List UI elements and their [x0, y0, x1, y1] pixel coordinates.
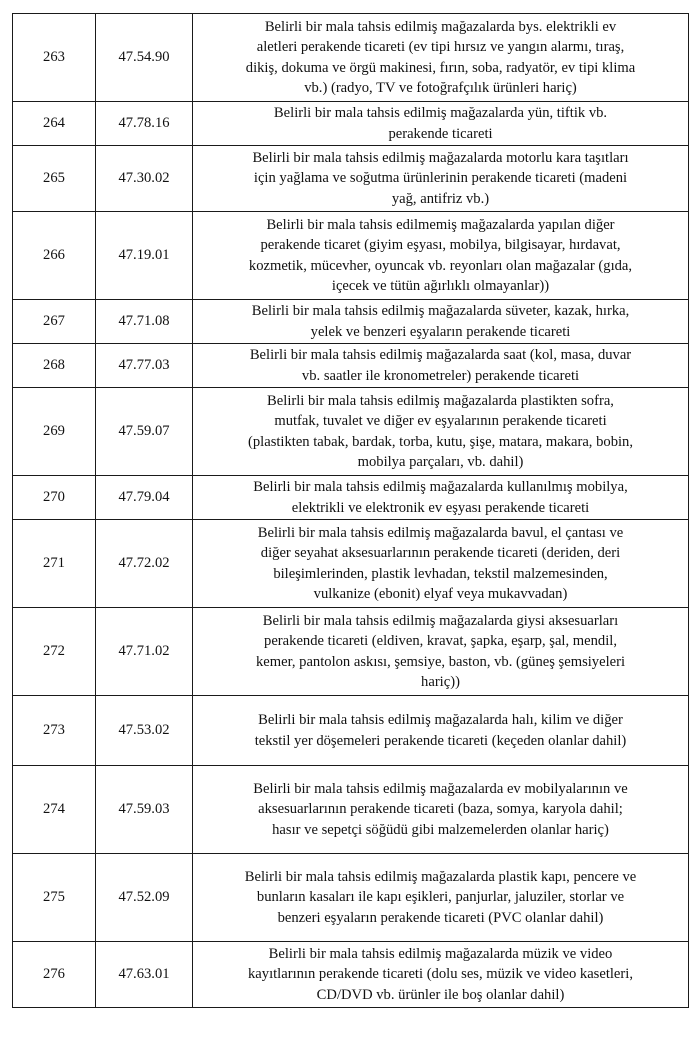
row-number: 272 — [13, 608, 96, 696]
activity-code: 47.19.01 — [96, 212, 193, 300]
activity-description — [193, 102, 689, 146]
activity-description — [193, 766, 689, 854]
activity-code: 47.71.02 — [96, 608, 193, 696]
description-line: vb. saatler ile kronometreler) perakende ticareti — [301, 367, 580, 384]
description-line: elektrikli ve elektronik ev eşyası perakende ticareti — [291, 499, 590, 516]
table-row — [13, 608, 689, 696]
description-line: kemer, pantolon askısı, şemsiye, baston, vb. (güneş şemsiyeleri — [255, 653, 626, 670]
activity-code: 47.77.03 — [96, 344, 193, 388]
description-line: bileşimlerinden, plastik levhadan, tekstil malzemesinden, — [273, 565, 608, 582]
activity-description — [193, 854, 689, 942]
row-number: 271 — [13, 520, 96, 608]
description-line: Belirli bir mala tahsis edilmiş mağazalarda halı, kilim ve diğer — [258, 712, 623, 728]
activity-code: 47.63.01 — [96, 942, 193, 1008]
activity-description — [193, 520, 689, 608]
description-line: yelek ve benzeri eşyaların perakende ticareti — [310, 323, 571, 340]
description-line: Belirli bir mala tahsis edilmiş mağazalarda giysi aksesuarları — [262, 612, 619, 629]
activity-code: 47.78.16 — [96, 102, 193, 146]
description-line: için yağlama ve soğutma ürünlerinin perakende ticareti (madeni — [253, 170, 628, 187]
activity-description — [193, 476, 689, 520]
description-line: vulkanize (ebonit) elyaf veya mukavvadan) — [313, 586, 568, 602]
activity-description — [193, 942, 689, 1008]
description-line: Belirli bir mala tahsis edilmiş mağazalarda plastik kapı, pencere ve — [244, 868, 637, 885]
table-row — [13, 766, 689, 854]
description-line: Belirli bir mala tahsis edilmiş mağazalarda kullanılmış mobilya, — [253, 479, 628, 495]
activity-description — [193, 696, 689, 766]
table-row — [13, 476, 689, 520]
activity-description — [193, 608, 689, 696]
description-line: vb.) (radyo, TV ve fotoğrafçılık ürünleri hariç) — [304, 80, 577, 96]
activity-description — [193, 14, 689, 102]
row-number: 266 — [13, 212, 96, 300]
activity-code: 47.30.02 — [96, 146, 193, 212]
row-number: 267 — [13, 300, 96, 344]
table-row — [13, 14, 689, 102]
table-row — [13, 696, 689, 766]
description-line: Belirli bir mala tahsis edilmiş mağazalarda ev mobilyalarının ve — [253, 780, 628, 797]
description-line: Belirli bir mala tahsis edilmiş mağazalarda motorlu kara taşıtları — [252, 149, 629, 166]
description-line: aletleri perakende ticareti (ev tipi hırsız ve yangın alarmı, tıraş, — [256, 39, 625, 55]
description-line: dikiş, dokuma ve örgü makinesi, fırın, soba, radyatör, ev tipi klima — [245, 59, 636, 76]
description-line: perakende ticareti (eldiven, kravat, şapka, eşarp, şal, mendil, — [264, 633, 617, 649]
activity-code: 47.54.90 — [96, 14, 193, 102]
table-row — [13, 854, 689, 942]
activity-description — [193, 388, 689, 476]
description-line: aksesuarlarının perakende ticareti (baza, somya, karyola dahil; — [258, 801, 623, 818]
table-row — [13, 388, 689, 476]
description-line: Belirli bir mala tahsis edilmiş mağazalarda yün, tiftik vb. — [273, 105, 608, 121]
activity-code-table — [12, 13, 689, 1008]
row-number: 263 — [13, 14, 96, 102]
description-line: diğer seyahat aksesuarlarının perakende ticareti (deriden, deri — [260, 545, 621, 561]
row-number: 275 — [13, 854, 96, 942]
activity-code: 47.59.07 — [96, 388, 193, 476]
description-line: Belirli bir mala tahsis edilmiş mağazalarda plastikten sofra, — [267, 392, 614, 409]
description-line: tekstil yer döşemeleri perakende ticareti (keçeden olanlar dahil) — [254, 732, 627, 749]
activity-code: 47.72.02 — [96, 520, 193, 608]
table-row — [13, 146, 689, 212]
table-row — [13, 300, 689, 344]
description-line: Belirli bir mala tahsis edilmiş mağazalarda saat (kol, masa, duvar — [249, 347, 632, 363]
activity-code: 47.79.04 — [96, 476, 193, 520]
activity-description — [193, 300, 689, 344]
description-line: mutfak, tuvalet ve diğer ev eşyalarının perakende ticareti — [274, 413, 607, 429]
row-number: 269 — [13, 388, 96, 476]
row-number: 268 — [13, 344, 96, 388]
table-row — [13, 212, 689, 300]
description-line: kozmetik, mücevher, oyuncak vb. reyonları olan mağazalar (gıda, — [248, 257, 633, 274]
row-number: 274 — [13, 766, 96, 854]
row-number: 265 — [13, 146, 96, 212]
description-line: Belirli bir mala tahsis edilmiş mağazalarda müzik ve video — [268, 945, 613, 962]
activity-description — [193, 344, 689, 388]
row-number: 276 — [13, 942, 96, 1008]
description-line: hasır ve sepetçi söğüdü gibi malzemelerden olanlar hariç) — [272, 821, 609, 838]
table-row — [13, 942, 689, 1008]
activity-code: 47.52.09 — [96, 854, 193, 942]
activity-code: 47.71.08 — [96, 300, 193, 344]
description-line: bunların kasaları ile kapı eşikleri, panjurlar, jaluziler, storlar ve — [256, 889, 625, 906]
row-number: 270 — [13, 476, 96, 520]
table-row — [13, 102, 689, 146]
activity-description — [193, 212, 689, 300]
description-line: (plastikten tabak, bardak, torba, kutu, şişe, matara, makara, bobin, — [248, 433, 633, 450]
description-line: mobilya parçaları, vb. dahil) — [357, 454, 524, 470]
description-line: Belirli bir mala tahsis edilmiş mağazalarda süveter, kazak, hırka, — [251, 303, 630, 319]
description-line: hariç)) — [421, 674, 460, 690]
row-number: 273 — [13, 696, 96, 766]
row-number: 264 — [13, 102, 96, 146]
activity-code: 47.53.02 — [96, 696, 193, 766]
description-line: Belirli bir mala tahsis edilmemiş mağazalarda yapılan diğer — [266, 216, 615, 233]
description-line: perakende ticareti — [388, 125, 493, 142]
description-line: kayıtlarının perakende ticareti (dolu ses, müzik ve video kasetleri, — [248, 966, 633, 983]
description-line: Belirli bir mala tahsis edilmiş mağazalarda bys. elektrikli ev — [264, 18, 617, 35]
activity-description — [193, 146, 689, 212]
table-row — [13, 344, 689, 388]
activity-code: 47.59.03 — [96, 766, 193, 854]
description-line: Belirli bir mala tahsis edilmiş mağazalarda bavul, el çantası ve — [257, 524, 624, 541]
description-line: içecek ve tütün ağırlıklı olmayanlar)) — [331, 278, 550, 294]
description-line: yağ, antifriz vb.) — [391, 190, 490, 207]
description-line: perakende ticaret (giyim eşyası, mobilya, bilgisayar, hırdavat, — [260, 237, 621, 253]
description-line: CD/DVD vb. ürünler ile boş olanlar dahil) — [316, 986, 565, 1003]
table-body — [13, 14, 689, 1008]
table-row — [13, 520, 689, 608]
description-line: benzeri eşyaların perakende ticareti (PVC olanlar dahil) — [277, 909, 604, 926]
